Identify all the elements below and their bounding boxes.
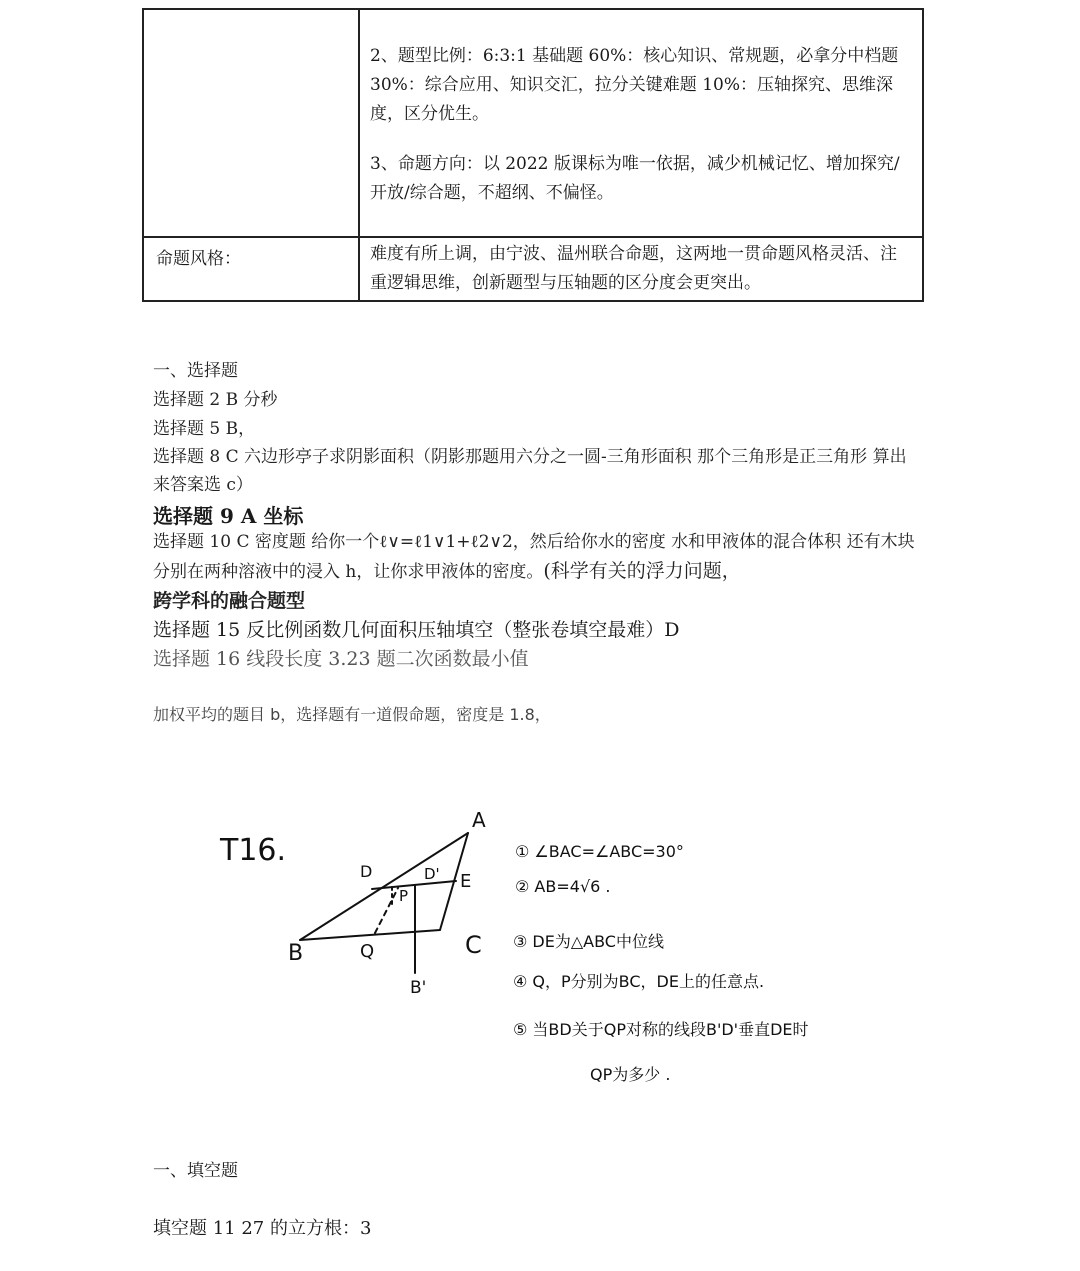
- row-content: [359, 237, 923, 301]
- note-6: QP为多少 .: [590, 1065, 671, 1084]
- point-Bp: B': [410, 978, 427, 998]
- segment-BC: [300, 930, 440, 940]
- choice-q9: 选择题 9 A 坐标: [153, 504, 304, 528]
- note-2: ② AB=4√6 .: [515, 877, 611, 896]
- sketch-title: T16.: [220, 833, 287, 868]
- choice-q10-type: 跨学科的融合题型: [153, 590, 306, 612]
- choice-q15: 选择题 15 反比例函数几何面积压轴填空（整张卷填空最难）D: [153, 619, 680, 641]
- style-text: 难度有所上调，由宁波、温州联合命题，这两地一贯命题风格灵活、注重逻辑思维，创新题型与压轴题的区分度会更突出。: [370, 244, 897, 293]
- fill-q11: 填空题 11 27 的立方根：3: [153, 1218, 372, 1239]
- note-4: ④ Q，P分别为BC，DE上的任意点.: [513, 972, 765, 991]
- weighted-average-note: 加权平均的题目 b，选择题有一道假命题，密度是 1.8，: [153, 705, 551, 724]
- point-C: C: [465, 931, 482, 959]
- choice-heading: 一、选择题: [153, 361, 238, 381]
- handwritten-geometry-sketch: [210, 795, 910, 1115]
- segment-QP: [375, 888, 398, 933]
- row-label-style: 命题风格：: [143, 237, 359, 301]
- choice-q10-note: (科学有关的浮力问题，: [543, 560, 741, 582]
- fill-heading: 一、填空题: [153, 1161, 238, 1181]
- point-B: B: [288, 941, 304, 966]
- note-3: ③ DE为△ABC中位线: [513, 932, 664, 951]
- note-1: ① ∠BAC=∠ABC=30°: [515, 842, 684, 861]
- point-P: P: [399, 887, 409, 905]
- choice-q10-text: 选择题 10 C 密度题 给你一个ℓ∨=ℓ1∨1+ℓ2∨2，然后给你水的密度 水和甲液体的混合体积 还有木块分别在两种溶液中的浸入 h，让你求甲液体的密度。: [153, 532, 915, 582]
- row-content: [359, 9, 923, 237]
- question-ratio-text: 2、题型比例：6:3:1 基础题 60%：核心知识、常规题，必拿分中档题 30%：综合应用、知识交汇，拉分关键难题 10%：压轴探究、思维深度，区分优生。: [370, 46, 899, 124]
- point-D: D: [360, 862, 373, 881]
- point-Q: Q: [360, 941, 375, 962]
- choice-q2: 选择题 2 B 分秒: [153, 390, 278, 410]
- table-row: [143, 9, 923, 237]
- note-5: ⑤ 当BD关于QP对称的线段B'D'垂直DE时: [513, 1020, 809, 1039]
- row-label-empty: [143, 9, 359, 237]
- point-Dp: D': [424, 865, 440, 883]
- choice-q5: 选择题 5 B，: [153, 419, 256, 439]
- table-row: [143, 237, 923, 301]
- segment-BA: [300, 833, 468, 940]
- point-A: A: [472, 808, 486, 832]
- question-direction-text: 3、命题方向：以 2022 版课标为唯一依据，减少机械记忆、增加探究/开放/综合题，不超纲、不偏怪。: [370, 154, 900, 203]
- exam-info-table: [142, 8, 924, 302]
- choice-q16: 选择题 16 线段长度 3.23 题二次函数最小值: [153, 648, 529, 670]
- choice-q8: 选择题 8 C 六边形亭子求阴影面积（阴影那题用六分之一圆-三角形面积 那个三角形是正三角形 算出来答案选 c）: [153, 447, 907, 495]
- choice-q10: [153, 528, 923, 617]
- point-E: E: [460, 871, 472, 892]
